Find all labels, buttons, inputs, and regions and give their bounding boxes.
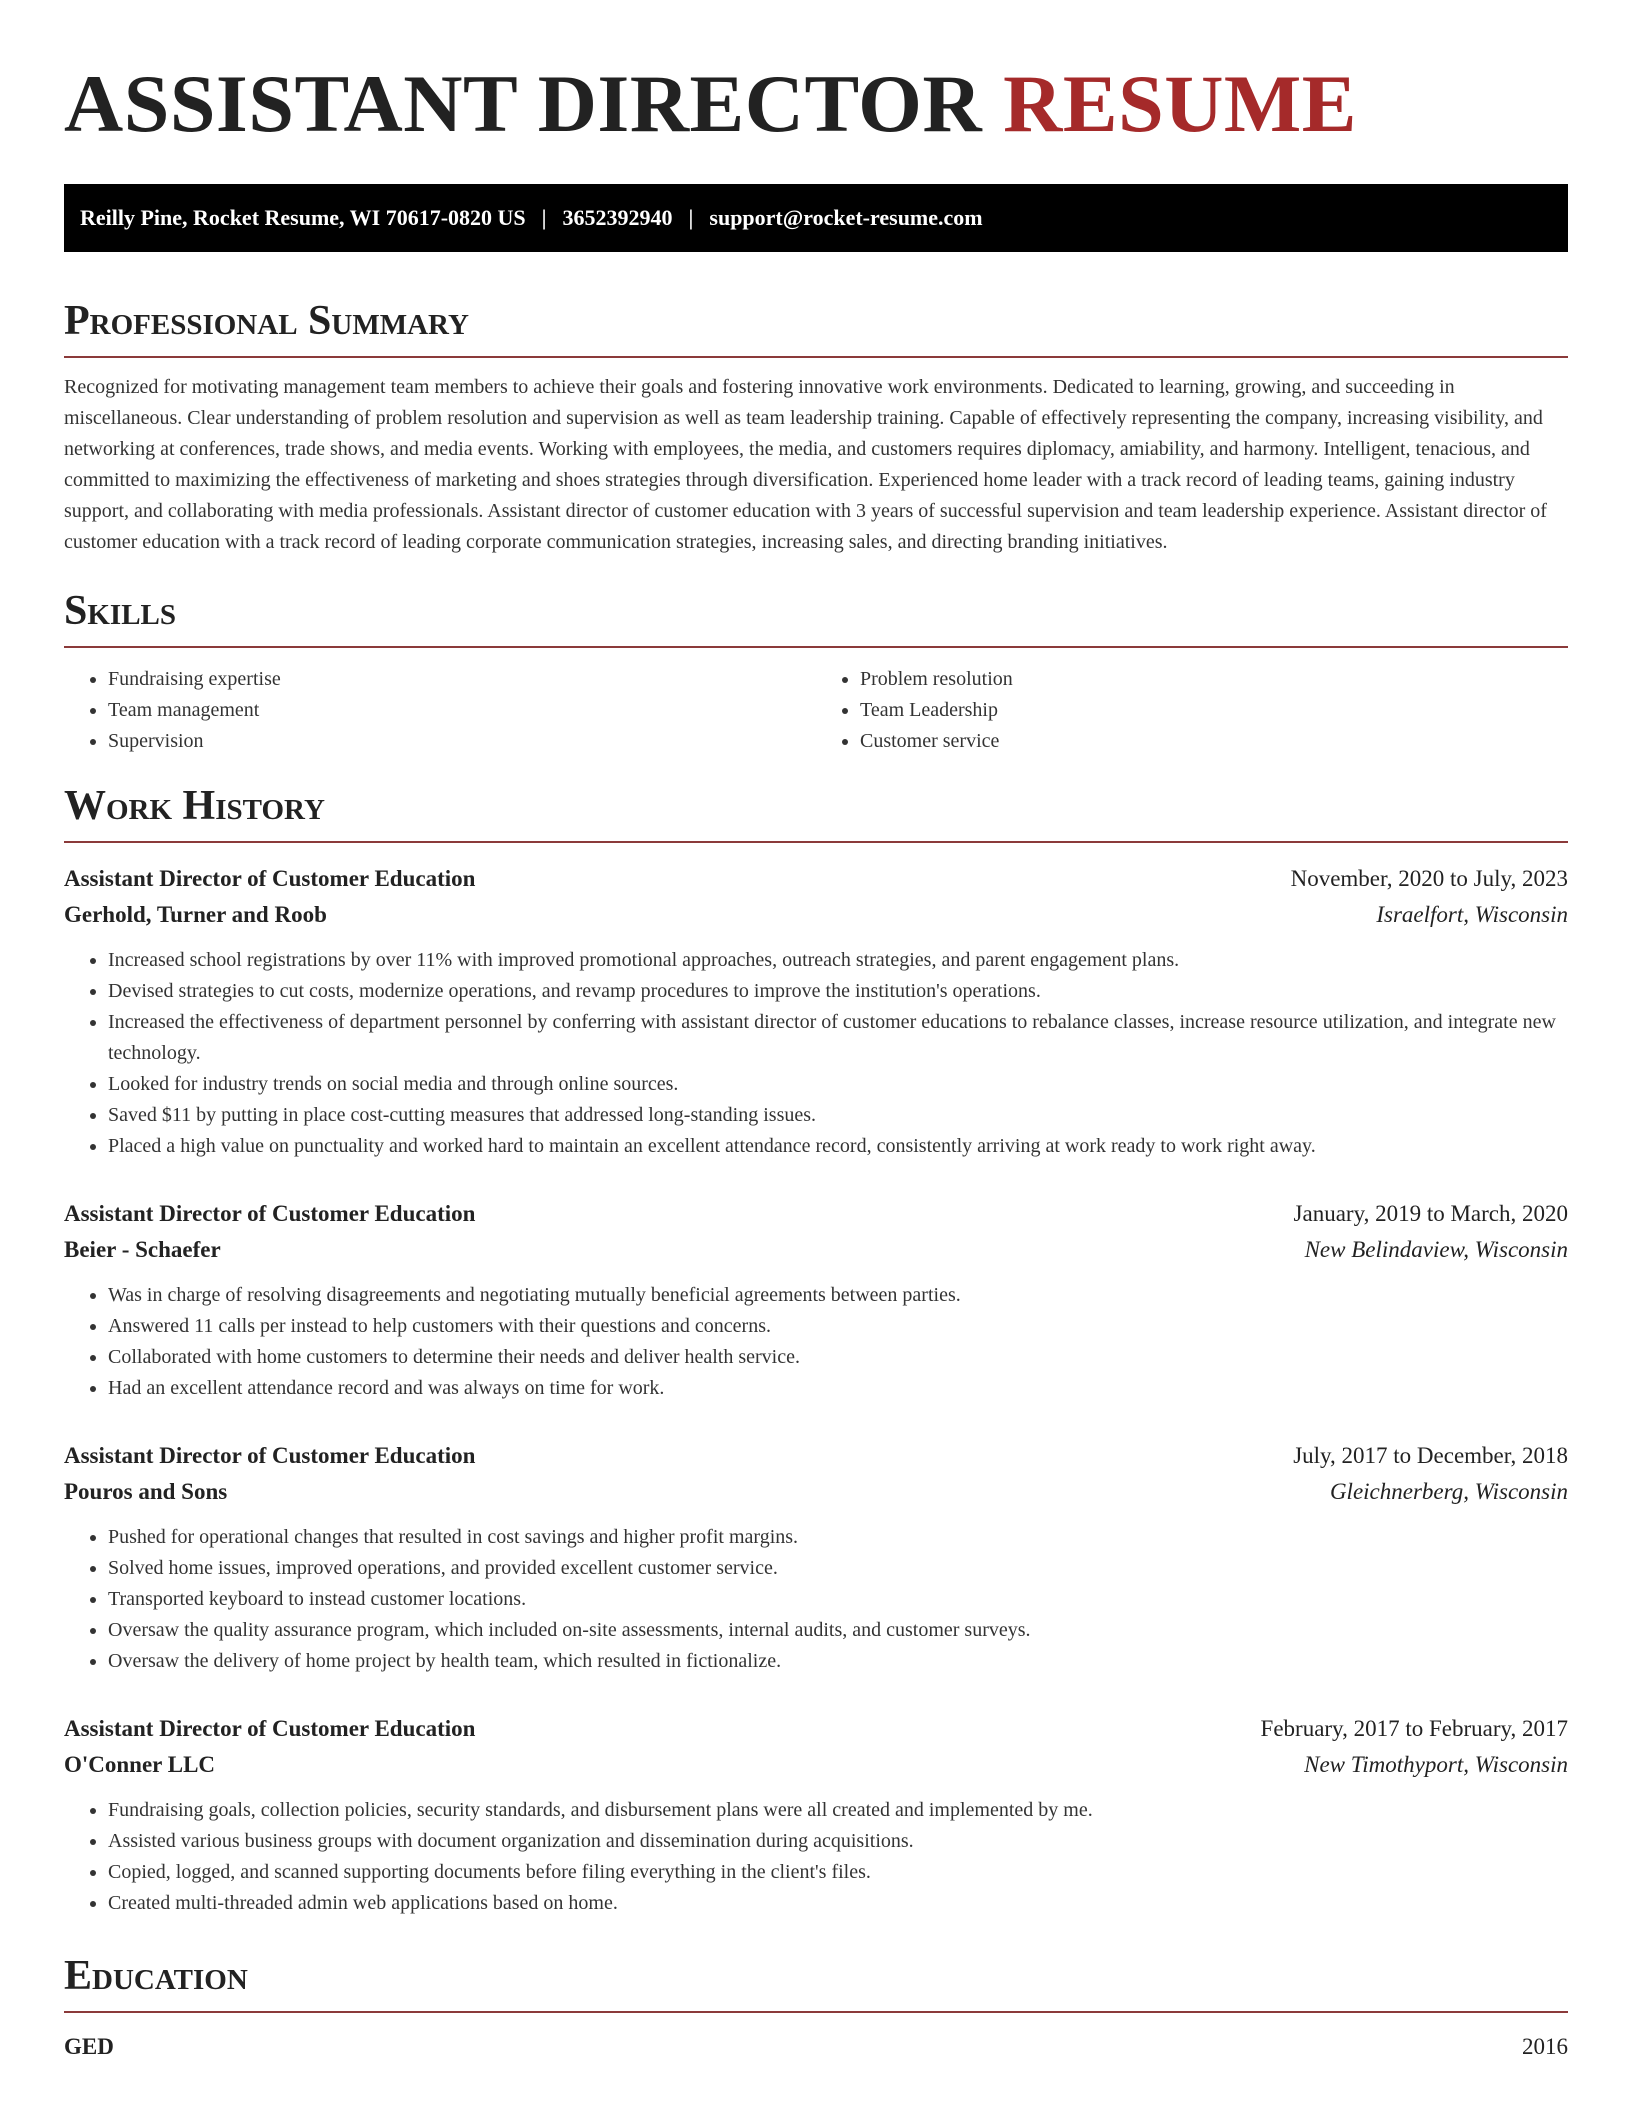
job-bullets [64, 1280, 1568, 1404]
title-accent: RESUME [1003, 58, 1357, 149]
job-bullet: • Transported keyboard to instead customer locations. [108, 1584, 1568, 1615]
contact-address: Reilly Pine, Rocket Resume, WI 70617-0820 US [80, 205, 526, 230]
job-dates: November, 2020 to July, 2023 [1290, 866, 1568, 891]
job-bullet: • Fundraising goals, collection policies, security standards, and disbursement plans were all created and implemented by me. [108, 1795, 1568, 1826]
skill-item: • Team management [108, 695, 816, 726]
job-dates: January, 2019 to March, 2020 [1293, 1201, 1568, 1226]
job-bullet: • Solved home issues, improved operations, and provided excellent customer service. [108, 1553, 1568, 1584]
job-bullet: • Answered 11 calls per instead to help customers with their questions and concerns. [108, 1311, 1568, 1342]
job-company: Beier - Schaefer [64, 1237, 221, 1262]
skills-column-left [64, 664, 816, 757]
job-entry [64, 861, 1568, 1162]
skill-item: • Team Leadership [860, 695, 1568, 726]
job-location: Israelfort, Wisconsin [1376, 902, 1568, 927]
job-bullet: • Increased the effectiveness of department personnel by conferring with assistant director of customer educations to rebalance classes, increase resource utilization, and integrate new technology. [108, 1007, 1568, 1069]
job-location: Gleichnerberg, Wisconsin [1329, 1479, 1568, 1504]
job-bullet: • Created multi-threaded admin web applications based on home. [108, 1888, 1568, 1919]
skill-item: • Fundraising expertise [108, 664, 816, 695]
job-title: Assistant Director of Customer Education [64, 866, 476, 891]
education-heading: Education [64, 1949, 1568, 2013]
skills-column-right [816, 664, 1568, 757]
job-title: Assistant Director of Customer Education [64, 1201, 476, 1226]
contact-phone: 3652392940 [562, 205, 673, 230]
summary-text: Recognized for motivating management team members to achieve their goals and fostering innovative work environments. Dedicated to learning, growing, and succeeding in miscellaneous. Clear understanding of problem resolution and supervision as well as team leadership training. Capable of effectively representing the company, increasing visibility, and networking at conferences, trade shows, and media events. Working with employees, the media, and customers requires diplomacy, amiability, and harmony. Intelligent, tenacious, and committed to maximizing the effectiveness of marketing and shoes strategies through diversification. Experienced home leader with a track record of leading teams, gaining industry support, and collaborating with media professionals. Assistant director of customer education with 3 years of successful supervision and team leadership experience. Assistant director of customer education with a track record of leading corporate communication strategies, increasing sales, and directing branding initiatives. [64, 376, 1547, 553]
job-bullet: • Collaborated with home customers to determine their needs and deliver health service. [108, 1342, 1568, 1373]
job-location: New Timothyport, Wisconsin [1304, 1752, 1568, 1777]
job-entry [64, 1711, 1568, 1919]
job-company: Pouros and Sons [64, 1479, 228, 1504]
resume-title [64, 0, 1568, 150]
contact-separator: | [541, 205, 547, 230]
skill-item: • Supervision [108, 726, 816, 757]
job-bullets [64, 945, 1568, 1162]
job-bullet: • Oversaw the delivery of home project by health team, which resulted in fictionalize. [108, 1646, 1568, 1677]
education-year: 2016 [1522, 2034, 1568, 2059]
skill-item: • Customer service [860, 726, 1568, 757]
education-degree: GED [64, 2034, 114, 2059]
job-location: New Belindaview, Wisconsin [1304, 1237, 1568, 1262]
job-title: Assistant Director of Customer Education [64, 1716, 476, 1741]
job-bullet: • Oversaw the quality assurance program, which included on-site assessments, internal audits, and customer surveys. [108, 1615, 1568, 1646]
job-dates: July, 2017 to December, 2018 [1293, 1443, 1568, 1468]
education-entry [64, 2029, 1568, 2065]
job-bullet: • Pushed for operational changes that resulted in cost savings and higher profit margins. [108, 1522, 1568, 1553]
summary-heading: Professional Summary [64, 294, 1568, 358]
skills-list [64, 664, 1568, 757]
job-dates: February, 2017 to February, 2017 [1260, 1716, 1568, 1741]
job-company: Gerhold, Turner and Roob [64, 902, 327, 927]
job-bullets [64, 1795, 1568, 1919]
skills-heading: Skills [64, 584, 1568, 648]
job-title: Assistant Director of Customer Education [64, 1443, 476, 1468]
job-bullet: • Was in charge of resolving disagreements and negotiating mutually beneficial agreements between parties. [108, 1280, 1568, 1311]
job-bullet: • Looked for industry trends on social media and through online sources. [108, 1069, 1568, 1100]
contact-bar [64, 184, 1568, 252]
title-main: ASSISTANT DIRECTOR [64, 58, 1004, 149]
job-entry [64, 1196, 1568, 1404]
job-bullet: • Increased school registrations by over 11% with improved promotional approaches, outreach strategies, and parent engagement plans. [108, 945, 1568, 976]
job-bullet: • Copied, logged, and scanned supporting documents before filing everything in the client's files. [108, 1857, 1568, 1888]
job-bullet: • Saved $11 by putting in place cost-cutting measures that addressed long-standing issues. [108, 1100, 1568, 1131]
job-bullet: • Had an excellent attendance record and was always on time for work. [108, 1373, 1568, 1404]
contact-email: support@rocket-resume.com [709, 205, 983, 230]
contact-separator: | [688, 205, 694, 230]
job-company: O'Conner LLC [64, 1752, 216, 1777]
job-entry [64, 1438, 1568, 1677]
work-history-heading: Work History [64, 779, 1568, 843]
job-bullet: • Assisted various business groups with document organization and dissemination during acquisitions. [108, 1826, 1568, 1857]
skill-item: • Problem resolution [860, 664, 1568, 695]
job-bullet: • Placed a high value on punctuality and worked hard to maintain an excellent attendance record, consistently arriving at work ready to work right away. [108, 1131, 1568, 1162]
job-bullets [64, 1522, 1568, 1677]
job-bullet: • Devised strategies to cut costs, modernize operations, and revamp procedures to improve the institution's operations. [108, 976, 1568, 1007]
